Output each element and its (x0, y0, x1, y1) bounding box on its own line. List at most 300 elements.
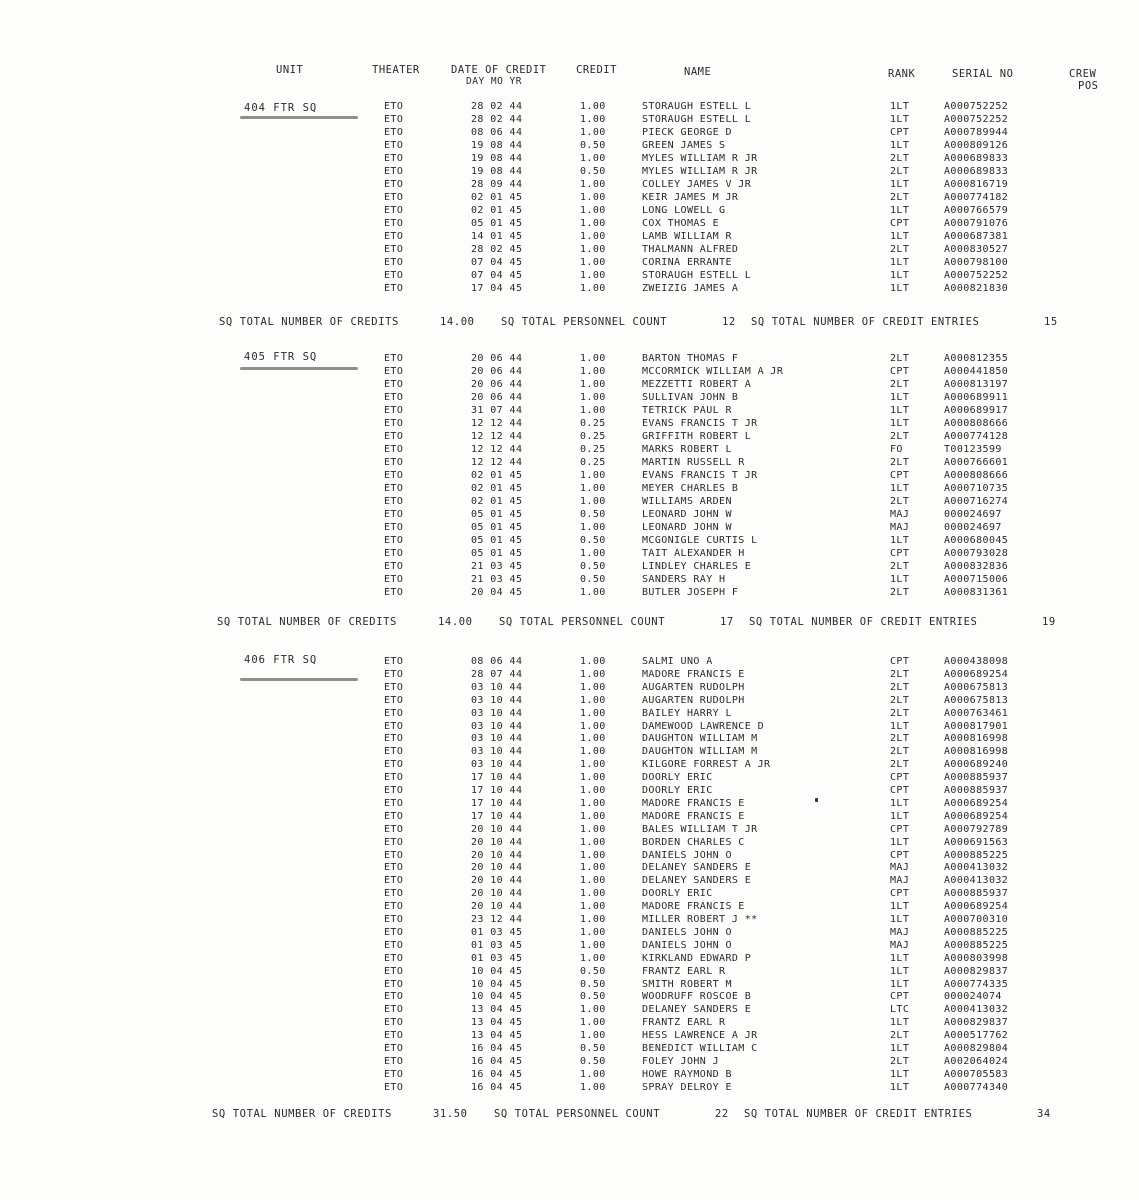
rank-cell: 2LT (890, 353, 910, 364)
table-row (0, 695, 1139, 708)
serial-cell: A000809126 (944, 140, 1009, 151)
serial-cell: A000752252 (944, 101, 1009, 112)
name-cell: BUTLER JOSEPH F (642, 587, 739, 598)
name-cell: DAMEWOOD LAWRENCE D (642, 720, 764, 732)
serial-cell: A000774128 (944, 431, 1009, 442)
header-credit: CREDIT (576, 64, 617, 76)
header-day-mo-yr: DAY MO YR (466, 76, 522, 87)
credit-cell: 1.00 (580, 257, 606, 268)
date-cell: 12 12 44 (471, 418, 523, 429)
theater-cell: ETO (384, 1081, 404, 1093)
rank-cell: CPT (890, 888, 910, 900)
credit-cell: 0.50 (580, 574, 606, 585)
name-cell: BENEDICT WILLIAM C (642, 1043, 758, 1054)
rank-cell: 2LT (890, 759, 910, 771)
credit-cell: 1.00 (580, 888, 606, 900)
table-row (0, 522, 1139, 535)
date-cell: 13 04 45 (471, 1004, 523, 1016)
serial-cell: A000716274 (944, 496, 1009, 507)
serial-cell: A000689911 (944, 392, 1009, 403)
date-cell: 03 10 44 (471, 759, 523, 771)
table-row (0, 283, 1139, 296)
theater-cell: ETO (384, 836, 404, 848)
credit-cell: 1.00 (580, 244, 606, 255)
date-cell: 05 01 45 (471, 522, 523, 533)
rank-cell: 1LT (890, 965, 910, 977)
name-cell: DAUGHTON WILLIAM M (642, 746, 758, 758)
date-cell: 02 01 45 (471, 192, 523, 203)
name-cell: MADORE FRANCIS E (642, 810, 745, 822)
table-row (0, 901, 1139, 914)
date-cell: 20 06 44 (471, 379, 523, 390)
name-cell: MCCORMICK WILLIAM A JR (642, 366, 784, 377)
theater-cell: ETO (384, 509, 404, 520)
theater-cell: ETO (384, 561, 404, 572)
date-cell: 28 07 44 (471, 668, 523, 680)
rank-cell: CPT (890, 849, 910, 861)
date-cell: 14 01 45 (471, 231, 523, 242)
header-name: NAME (684, 66, 712, 78)
credit-cell: 0.50 (580, 535, 606, 546)
total-credits-label: SQ TOTAL NUMBER OF CREDITS (212, 1108, 392, 1120)
date-cell: 03 10 44 (471, 681, 523, 693)
name-cell: MYLES WILLIAM R JR (642, 166, 758, 177)
theater-cell: ETO (384, 270, 404, 281)
header-crew: CREW (1069, 68, 1097, 80)
serial-cell: A000885225 (944, 939, 1009, 951)
rank-cell: 1LT (890, 914, 910, 925)
table-row (0, 888, 1139, 901)
name-cell: MEYER CHARLES B (642, 483, 739, 494)
table-row (0, 270, 1139, 283)
table-row (0, 561, 1139, 574)
serial-cell: A000763461 (944, 707, 1009, 719)
credit-cell: 1.00 (580, 849, 606, 861)
credit-cell: 1.00 (580, 483, 606, 494)
credit-cell: 1.00 (580, 668, 606, 680)
table-row (0, 656, 1139, 669)
name-cell: FRANTZ EARL R (642, 1017, 726, 1029)
serial-cell: A000689240 (944, 759, 1009, 771)
theater-cell: ETO (384, 192, 404, 203)
rank-cell: CPT (890, 656, 910, 667)
total-entries-value: 15 (1044, 316, 1058, 328)
theater-cell: ETO (384, 205, 404, 216)
credit-cell: 1.00 (580, 587, 606, 598)
serial-cell: A000689833 (944, 166, 1009, 177)
theater-cell: ETO (384, 444, 404, 455)
name-cell: DELANEY SANDERS E (642, 862, 752, 874)
credit-cell: 1.00 (580, 681, 606, 693)
credit-cell: 1.00 (580, 270, 606, 281)
table-row (0, 1043, 1139, 1056)
table-row (0, 470, 1139, 483)
name-cell: MADORE FRANCIS E (642, 668, 745, 680)
rank-cell: FO (890, 444, 903, 455)
serial-cell: A000689254 (944, 810, 1009, 822)
rank-cell: 2LT (890, 1030, 910, 1042)
rank-cell: MAJ (890, 509, 910, 520)
theater-cell: ETO (384, 952, 404, 964)
rank-cell: CPT (890, 548, 910, 559)
theater-cell: ETO (384, 1055, 404, 1067)
table-row (0, 257, 1139, 270)
date-cell: 03 10 44 (471, 694, 523, 706)
table-row (0, 862, 1139, 875)
serial-cell: A000441850 (944, 366, 1009, 377)
date-cell: 10 04 45 (471, 991, 523, 1003)
date-cell: 10 04 45 (471, 978, 523, 990)
name-cell: MADORE FRANCIS E (642, 797, 745, 809)
rank-cell: CPT (890, 470, 910, 481)
rank-cell: 1LT (890, 205, 910, 216)
rank-cell: 1LT (890, 901, 910, 913)
rank-cell: 1LT (890, 179, 910, 190)
serial-cell: 000024697 (944, 522, 1002, 533)
name-cell: AUGARTEN RUDOLPH (642, 694, 745, 706)
date-cell: 07 04 45 (471, 257, 523, 268)
theater-cell: ETO (384, 405, 404, 416)
serial-cell: A000885937 (944, 785, 1009, 796)
table-row (0, 1030, 1139, 1043)
serial-cell: A000816719 (944, 179, 1009, 190)
credit-cell: 1.00 (580, 823, 606, 835)
date-cell: 17 10 44 (471, 810, 523, 822)
rank-cell: 2LT (890, 694, 910, 706)
theater-cell: ETO (384, 694, 404, 706)
rank-cell: 1LT (890, 270, 910, 281)
rank-cell: CPT (890, 823, 910, 835)
serial-cell: A000774340 (944, 1081, 1009, 1093)
date-cell: 20 06 44 (471, 366, 523, 377)
theater-cell: ETO (384, 431, 404, 442)
credit-cell: 1.00 (580, 205, 606, 216)
name-cell: BARTON THOMAS F (642, 353, 739, 364)
date-cell: 02 01 45 (471, 483, 523, 494)
date-cell: 02 01 45 (471, 205, 523, 216)
rank-cell: 1LT (890, 1081, 910, 1093)
date-cell: 19 08 44 (471, 166, 523, 177)
table-row (0, 444, 1139, 457)
table-row (0, 979, 1139, 992)
date-cell: 31 07 44 (471, 405, 523, 416)
serial-cell: A000705583 (944, 1068, 1009, 1080)
rank-cell: 1LT (890, 283, 910, 294)
serial-cell: A000813197 (944, 379, 1009, 390)
date-cell: 20 10 44 (471, 823, 523, 835)
date-cell: 16 04 45 (471, 1081, 523, 1093)
theater-cell: ETO (384, 548, 404, 559)
name-cell: HESS LAWRENCE A JR (642, 1030, 758, 1042)
credit-cell: 0.50 (580, 561, 606, 572)
date-cell: 28 09 44 (471, 179, 523, 190)
credit-cell: 1.00 (580, 836, 606, 848)
date-cell: 05 01 45 (471, 548, 523, 559)
date-cell: 05 01 45 (471, 535, 523, 546)
credit-cell: 1.00 (580, 101, 606, 112)
credit-cell: 1.00 (580, 707, 606, 719)
date-cell: 20 06 44 (471, 353, 523, 364)
date-cell: 17 10 44 (471, 772, 523, 784)
theater-cell: ETO (384, 849, 404, 861)
name-cell: MARTIN RUSSELL R (642, 457, 745, 468)
date-cell: 28 02 44 (471, 114, 523, 125)
name-cell: FRANTZ EARL R (642, 965, 726, 977)
credit-cell: 1.00 (580, 1017, 606, 1029)
date-cell: 20 06 44 (471, 392, 523, 403)
credit-cell: 1.00 (580, 926, 606, 938)
name-cell: LONG LOWELL G (642, 205, 726, 216)
rank-cell: 1LT (890, 114, 910, 125)
theater-cell: ETO (384, 1068, 404, 1080)
theater-cell: ETO (384, 392, 404, 403)
credit-cell: 1.00 (580, 694, 606, 706)
name-cell: DANIELS JOHN O (642, 926, 732, 938)
table-row (0, 708, 1139, 721)
name-cell: SULLIVAN JOHN B (642, 392, 739, 403)
name-cell: FOLEY JOHN J (642, 1055, 720, 1067)
serial-cell: A000829837 (944, 965, 1009, 977)
serial-cell: A000798100 (944, 257, 1009, 268)
credit-cell: 1.00 (580, 283, 606, 294)
table-row (0, 101, 1139, 114)
credit-cell: 1.00 (580, 218, 606, 229)
date-cell: 21 03 45 (471, 561, 523, 572)
table-row (0, 418, 1139, 431)
serial-cell: A000766601 (944, 457, 1009, 468)
date-cell: 28 02 44 (471, 101, 523, 112)
date-cell: 23 12 44 (471, 914, 523, 925)
rank-cell: MAJ (890, 522, 910, 533)
rank-cell: 1LT (890, 1043, 910, 1054)
serial-cell: A000700310 (944, 914, 1009, 925)
rank-cell: 2LT (890, 587, 910, 598)
date-cell: 19 08 44 (471, 153, 523, 164)
table-row (0, 205, 1139, 218)
total-entries-label: SQ TOTAL NUMBER OF CREDIT ENTRIES (749, 616, 978, 628)
serial-cell: A000752252 (944, 114, 1009, 125)
theater-cell: ETO (384, 140, 404, 151)
theater-cell: ETO (384, 875, 404, 887)
total-entries-label: SQ TOTAL NUMBER OF CREDIT ENTRIES (744, 1108, 973, 1120)
rank-cell: 1LT (890, 574, 910, 585)
table-row (0, 366, 1139, 379)
theater-cell: ETO (384, 418, 404, 429)
rank-cell: 1LT (890, 1017, 910, 1029)
credit-cell: 1.00 (580, 733, 606, 745)
serial-cell: A000752252 (944, 270, 1009, 281)
date-cell: 12 12 44 (471, 457, 523, 468)
serial-cell: A000413032 (944, 862, 1009, 874)
table-row (0, 127, 1139, 140)
date-cell: 20 04 45 (471, 587, 523, 598)
date-cell: 20 10 44 (471, 888, 523, 900)
table-row (0, 669, 1139, 682)
serial-cell: A000885937 (944, 888, 1009, 900)
credit-cell: 1.00 (580, 914, 606, 925)
date-cell: 03 10 44 (471, 720, 523, 732)
name-cell: STORAUGH ESTELL L (642, 270, 752, 281)
rank-cell: 2LT (890, 244, 910, 255)
table-row (0, 837, 1139, 850)
theater-cell: ETO (384, 457, 404, 468)
total-entries-value: 19 (1042, 616, 1056, 628)
table-row (0, 721, 1139, 734)
credit-cell: 1.00 (580, 522, 606, 533)
table-row (0, 153, 1139, 166)
table-row (0, 244, 1139, 257)
serial-cell: A000803998 (944, 952, 1009, 964)
credit-cell: 1.00 (580, 179, 606, 190)
name-cell: COLLEY JAMES V JR (642, 179, 752, 190)
name-cell: SMITH ROBERT M (642, 978, 732, 990)
rank-cell: 2LT (890, 668, 910, 680)
name-cell: LINDLEY CHARLES E (642, 561, 752, 572)
rank-cell: CPT (890, 991, 910, 1003)
credit-cell: 0.50 (580, 140, 606, 151)
theater-cell: ETO (384, 1030, 404, 1042)
serial-cell: A000438098 (944, 656, 1009, 667)
date-cell: 21 03 45 (471, 574, 523, 585)
credit-cell: 1.00 (580, 1081, 606, 1093)
date-cell: 13 04 45 (471, 1017, 523, 1029)
date-cell: 10 04 45 (471, 965, 523, 977)
theater-cell: ETO (384, 965, 404, 977)
table-row (0, 166, 1139, 179)
rank-cell: 2LT (890, 192, 910, 203)
credit-cell: 1.00 (580, 759, 606, 771)
theater-cell: ETO (384, 888, 404, 900)
credit-cell: 1.00 (580, 1030, 606, 1042)
total-credits-value: 31.50 (433, 1108, 468, 1120)
ink-mark (815, 798, 818, 802)
table-row (0, 457, 1139, 470)
table-row (0, 824, 1139, 837)
section-totals (217, 616, 1077, 630)
table-row (0, 940, 1139, 953)
table-row (0, 811, 1139, 824)
credit-cell: 1.00 (580, 901, 606, 913)
rank-cell: 1LT (890, 797, 910, 809)
rank-cell: MAJ (890, 926, 910, 938)
table-row (0, 179, 1139, 192)
table-row (0, 875, 1139, 888)
theater-cell: ETO (384, 759, 404, 771)
serial-cell: A000829804 (944, 1043, 1009, 1054)
credit-cell: 1.00 (580, 405, 606, 416)
date-cell: 17 10 44 (471, 797, 523, 809)
credit-cell: 1.00 (580, 656, 606, 667)
rank-cell: 1LT (890, 483, 910, 494)
serial-cell: A000413032 (944, 1004, 1009, 1016)
date-cell: 20 10 44 (471, 875, 523, 887)
date-cell: 17 10 44 (471, 785, 523, 796)
serial-cell: A000793028 (944, 548, 1009, 559)
date-cell: 01 03 45 (471, 952, 523, 964)
name-cell: MARKS ROBERT L (642, 444, 732, 455)
rank-cell: 2LT (890, 379, 910, 390)
theater-cell: ETO (384, 772, 404, 784)
rank-cell: 1LT (890, 978, 910, 990)
serial-cell: A000816998 (944, 733, 1009, 745)
credit-cell: 1.00 (580, 875, 606, 887)
name-cell: ZWEIZIG JAMES A (642, 283, 739, 294)
credit-cell: 0.50 (580, 1043, 606, 1054)
name-cell: BALES WILLIAM T JR (642, 823, 758, 835)
table-row (0, 1069, 1139, 1082)
serial-cell: A000885225 (944, 849, 1009, 861)
name-cell: DOORLY ERIC (642, 888, 713, 900)
serial-cell: A000812355 (944, 353, 1009, 364)
name-cell: DOORLY ERIC (642, 772, 713, 784)
table-row (0, 574, 1139, 587)
credit-cell: 1.00 (580, 153, 606, 164)
credit-cell: 1.00 (580, 1068, 606, 1080)
theater-cell: ETO (384, 656, 404, 667)
serial-cell: A002064024 (944, 1055, 1009, 1067)
serial-cell: A000831361 (944, 587, 1009, 598)
serial-cell: A000791076 (944, 218, 1009, 229)
table-row (0, 682, 1139, 695)
name-cell: MADORE FRANCIS E (642, 901, 745, 913)
date-cell: 16 04 45 (471, 1043, 523, 1054)
serial-cell: A000817901 (944, 720, 1009, 732)
name-cell: THALMANN ALFRED (642, 244, 739, 255)
table-row (0, 785, 1139, 798)
theater-cell: ETO (384, 901, 404, 913)
total-entries-label: SQ TOTAL NUMBER OF CREDIT ENTRIES (751, 316, 980, 328)
theater-cell: ETO (384, 668, 404, 680)
name-cell: KIRKLAND EDWARD P (642, 952, 752, 964)
total-entries-value: 34 (1037, 1108, 1051, 1120)
date-cell: 19 08 44 (471, 140, 523, 151)
serial-cell: A000766579 (944, 205, 1009, 216)
name-cell: EVANS FRANCIS T JR (642, 418, 758, 429)
date-cell: 05 01 45 (471, 509, 523, 520)
rank-cell: 2LT (890, 153, 910, 164)
rank-cell: 2LT (890, 733, 910, 745)
date-cell: 08 06 44 (471, 127, 523, 138)
theater-cell: ETO (384, 244, 404, 255)
rank-cell: 1LT (890, 405, 910, 416)
serial-cell: A000808666 (944, 470, 1009, 481)
serial-cell: A000689254 (944, 901, 1009, 913)
credit-cell: 1.00 (580, 1004, 606, 1016)
theater-cell: ETO (384, 1043, 404, 1054)
theater-cell: ETO (384, 574, 404, 585)
date-cell: 02 01 45 (471, 470, 523, 481)
rank-cell: 2LT (890, 431, 910, 442)
name-cell: BAILEY HARRY L (642, 707, 732, 719)
credit-cell: 1.00 (580, 392, 606, 403)
credit-cell: 0.50 (580, 166, 606, 177)
rank-cell: 2LT (890, 496, 910, 507)
serial-cell: A000691563 (944, 836, 1009, 848)
table-row (0, 392, 1139, 405)
table-row (0, 798, 1139, 811)
name-cell: SPRAY DELROY E (642, 1081, 732, 1093)
rank-cell: CPT (890, 772, 910, 784)
credit-cell: 1.00 (580, 746, 606, 758)
date-cell: 02 01 45 (471, 496, 523, 507)
theater-cell: ETO (384, 978, 404, 990)
name-cell: CORINA ERRANTE (642, 257, 732, 268)
name-cell: SALMI UNO A (642, 656, 713, 667)
credit-cell: 1.00 (580, 192, 606, 203)
credit-cell: 1.00 (580, 231, 606, 242)
table-row (0, 379, 1139, 392)
serial-cell: A000816998 (944, 746, 1009, 758)
